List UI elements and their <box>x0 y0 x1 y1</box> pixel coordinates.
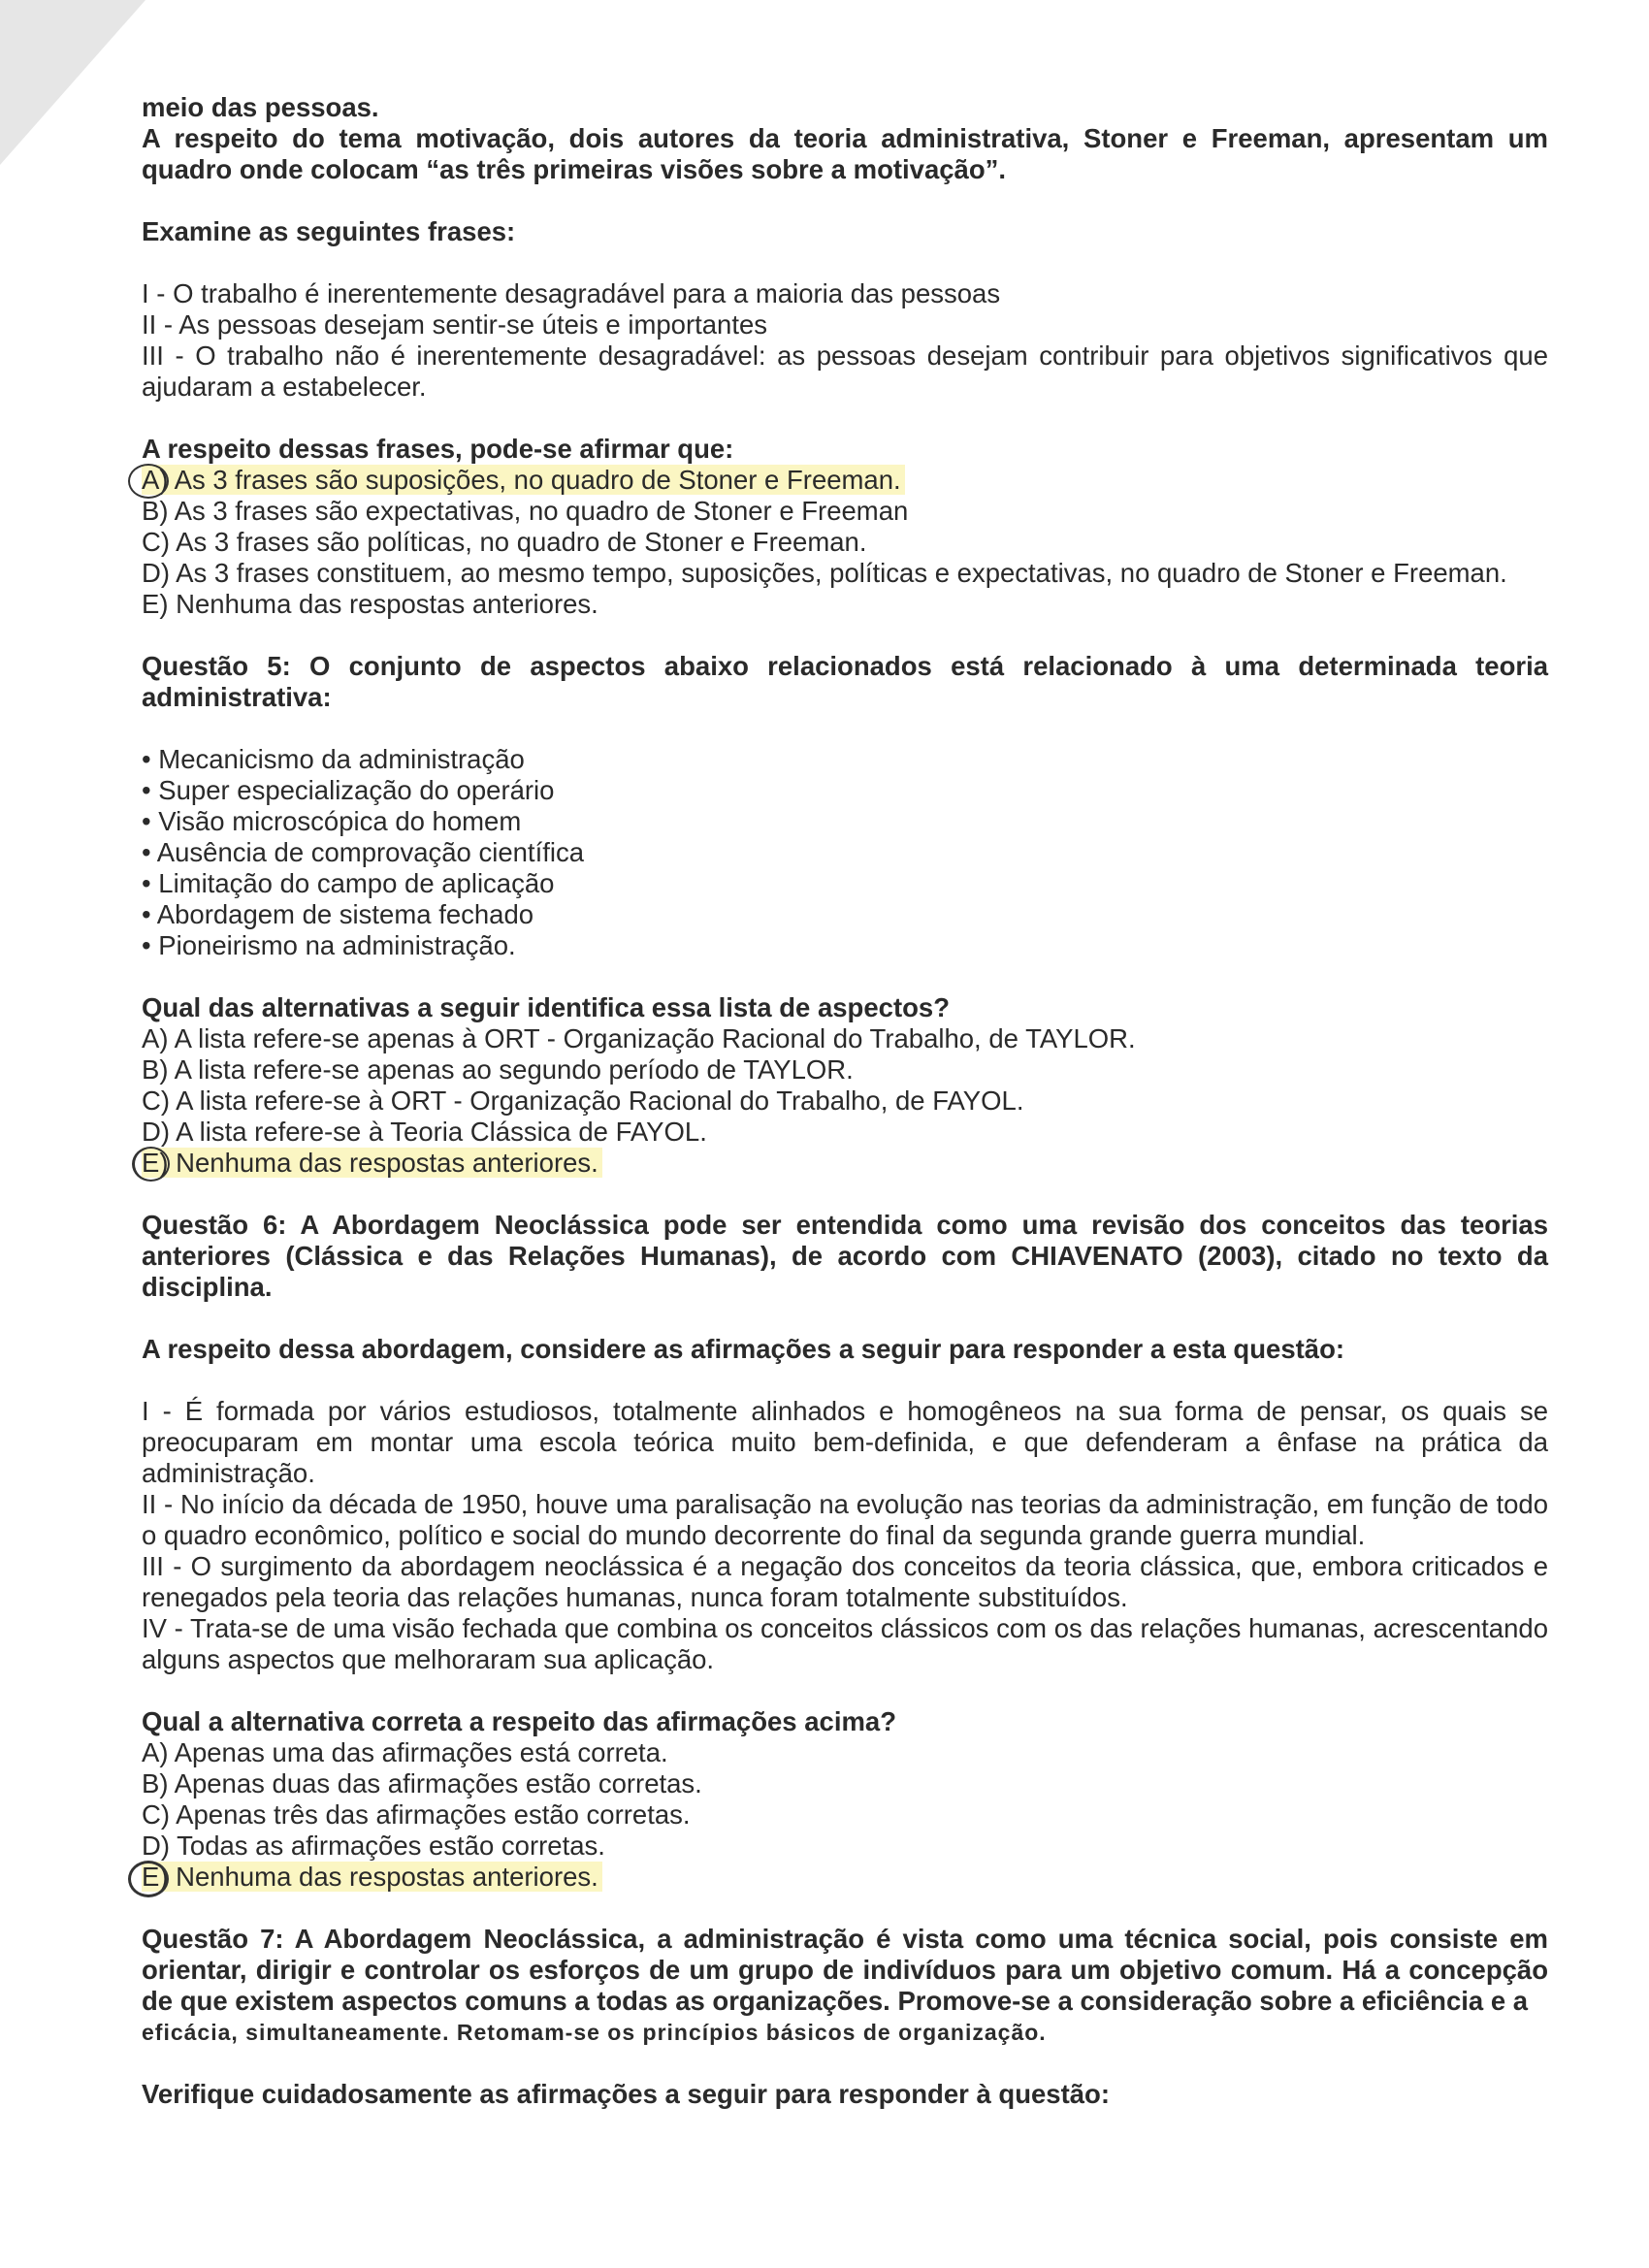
q4-option-e: E) Nenhuma das respostas anteriores. <box>142 589 598 619</box>
list-item: • Pioneirismo na administração. <box>142 930 1548 961</box>
q5-title: Questão 5: O conjunto de aspectos abaixo relacionados está relacionado à uma determinada teoria administrativa: <box>142 651 1548 712</box>
list-item: • Ausência de comprovação científica <box>142 837 1548 868</box>
q6-option-a: A) Apenas uma das afirmações está correta. <box>142 1737 668 1767</box>
q5-prompt: Qual das alternativas a seguir identifica essa lista de aspectos? <box>142 992 950 1022</box>
q6-option-d: D) Todas as afirmações estão corretas. <box>142 1831 605 1861</box>
q7-title-end: eficácia, simultaneamente. Retomam-se os princípios básicos de organização. <box>142 2020 1047 2045</box>
q6-consider: A respeito dessa abordagem, considere as afirmações a seguir para responder a esta questão: <box>142 1334 1345 1364</box>
q5-option-a: A) A lista refere-se apenas à ORT - Organização Racional do Trabalho, de TAYLOR. <box>142 1023 1136 1053</box>
q6-option-e <box>142 1862 1548 1893</box>
statement-i: I - O trabalho é inerentemente desagradável para a maioria das pessoas <box>142 278 1001 308</box>
q6-prompt: Qual a alternativa correta a respeito das afirmações acima? <box>142 1706 897 1736</box>
q5-option-e-text: E) Nenhuma das respostas anteriores. <box>142 1148 602 1178</box>
q4-option-c: C) As 3 frases são políticas, no quadro de Stoner e Freeman. <box>142 527 867 557</box>
intro-paragraph: A respeito do tema motivação, dois autores da teoria administrativa, Stoner e Freeman, apresentam um quadro onde colocam “as três primeiras visões sobre a motivação”. <box>142 123 1548 184</box>
list-item: • Mecanicismo da administração <box>142 744 1548 775</box>
page-fold-corner <box>0 0 146 165</box>
scanned-page <box>142 92 1548 2110</box>
answer-circle-mark <box>132 1147 170 1182</box>
q6-statement-iii: III - O surgimento da abordagem neoclássica é a negação dos conceitos da teoria clássica, que, embora criticados e renegados pela teoria das relações humanas, nunca foram totalmente substituídos. <box>142 1551 1548 1612</box>
q5-aspect-list <box>142 744 1548 961</box>
q5-option-e <box>142 1148 1548 1179</box>
q4-option-d: D) As 3 frases constituem, ao mesmo tempo, suposições, políticas e expectativas, no quadro de Stoner e Freeman. <box>142 558 1507 588</box>
q6-option-e-text: E) Nenhuma das respostas anteriores. <box>142 1862 602 1892</box>
answer-circle-mark <box>128 464 169 499</box>
statement-iii: III - O trabalho não é inerentemente desagradável: as pessoas desejam contribuir para objetivos significativos que ajudaram a estabelecer. <box>142 340 1548 402</box>
q4-prompt: A respeito dessas frases, pode-se afirmar que: <box>142 434 734 464</box>
q5-option-b: B) A lista refere-se apenas ao segundo período de TAYLOR. <box>142 1054 854 1085</box>
q6-statement-i: I - É formada por vários estudiosos, totalmente alinhados e homogêneos na sua forma de pensar, os quais se preocuparam em montar uma escola teórica muito bem-definida, e que defenderam a ênfase na prática da administração. <box>142 1396 1548 1488</box>
list-item: • Visão microscópica do homem <box>142 806 1548 837</box>
answer-circle-mark <box>128 1861 169 1897</box>
statement-ii: II - As pessoas desejam sentir-se úteis e importantes <box>142 309 768 340</box>
q5-option-d: D) A lista refere-se à Teoria Clássica de FAYOL. <box>142 1117 707 1147</box>
q4-option-b: B) As 3 frases são expectativas, no quadro de Stoner e Freeman <box>142 496 909 526</box>
q6-option-b: B) Apenas duas das afirmações estão corretas. <box>142 1768 702 1798</box>
q7-title: Questão 7: A Abordagem Neoclássica, a administração é vista como uma técnica social, pois consiste em orientar, dirigir e controlar os esforços de um grupo de indivíduos para um objetivo comum. Há a concepção de que existem aspectos comuns a todas as organizações. Promove-se a consideração sobre a eficiência e a <box>142 1924 1548 2016</box>
q4-option-a <box>142 465 1548 496</box>
q6-statement-iv: IV - Trata-se de uma visão fechada que combina os conceitos clássicos com os das relações humanas, acrescentando alguns aspectos que melhoraram sua aplicação. <box>142 1613 1548 1674</box>
list-item: • Limitação do campo de aplicação <box>142 868 1548 899</box>
q4-option-a-text: A) As 3 frases são suposições, no quadro de Stoner e Freeman. <box>142 465 905 495</box>
q6-statement-ii: II - No início da década de 1950, houve uma paralisação na evolução nas teorias da administração, em função de todo o quadro econômico, político e social do mundo decorrente do final da segunda grande guerra mundial. <box>142 1489 1548 1550</box>
intro-line: meio das pessoas. <box>142 92 379 122</box>
list-item: • Super especialização do operário <box>142 775 1548 806</box>
list-item: • Abordagem de sistema fechado <box>142 899 1548 930</box>
q6-option-c: C) Apenas três das afirmações estão corretas. <box>142 1799 691 1830</box>
q6-title: Questão 6: A Abordagem Neoclássica pode ser entendida como uma revisão dos conceitos das teorias anteriores (Clássica e das Relações Humanas), de acordo com CHIAVENATO (2003), citado no texto da disciplina. <box>142 1210 1548 1302</box>
examine-heading: Examine as seguintes frases: <box>142 216 516 246</box>
q5-option-c: C) A lista refere-se à ORT - Organização Racional do Trabalho, de FAYOL. <box>142 1085 1024 1116</box>
q7-verify: Verifique cuidadosamente as afirmações a seguir para responder à questão: <box>142 2079 1111 2109</box>
